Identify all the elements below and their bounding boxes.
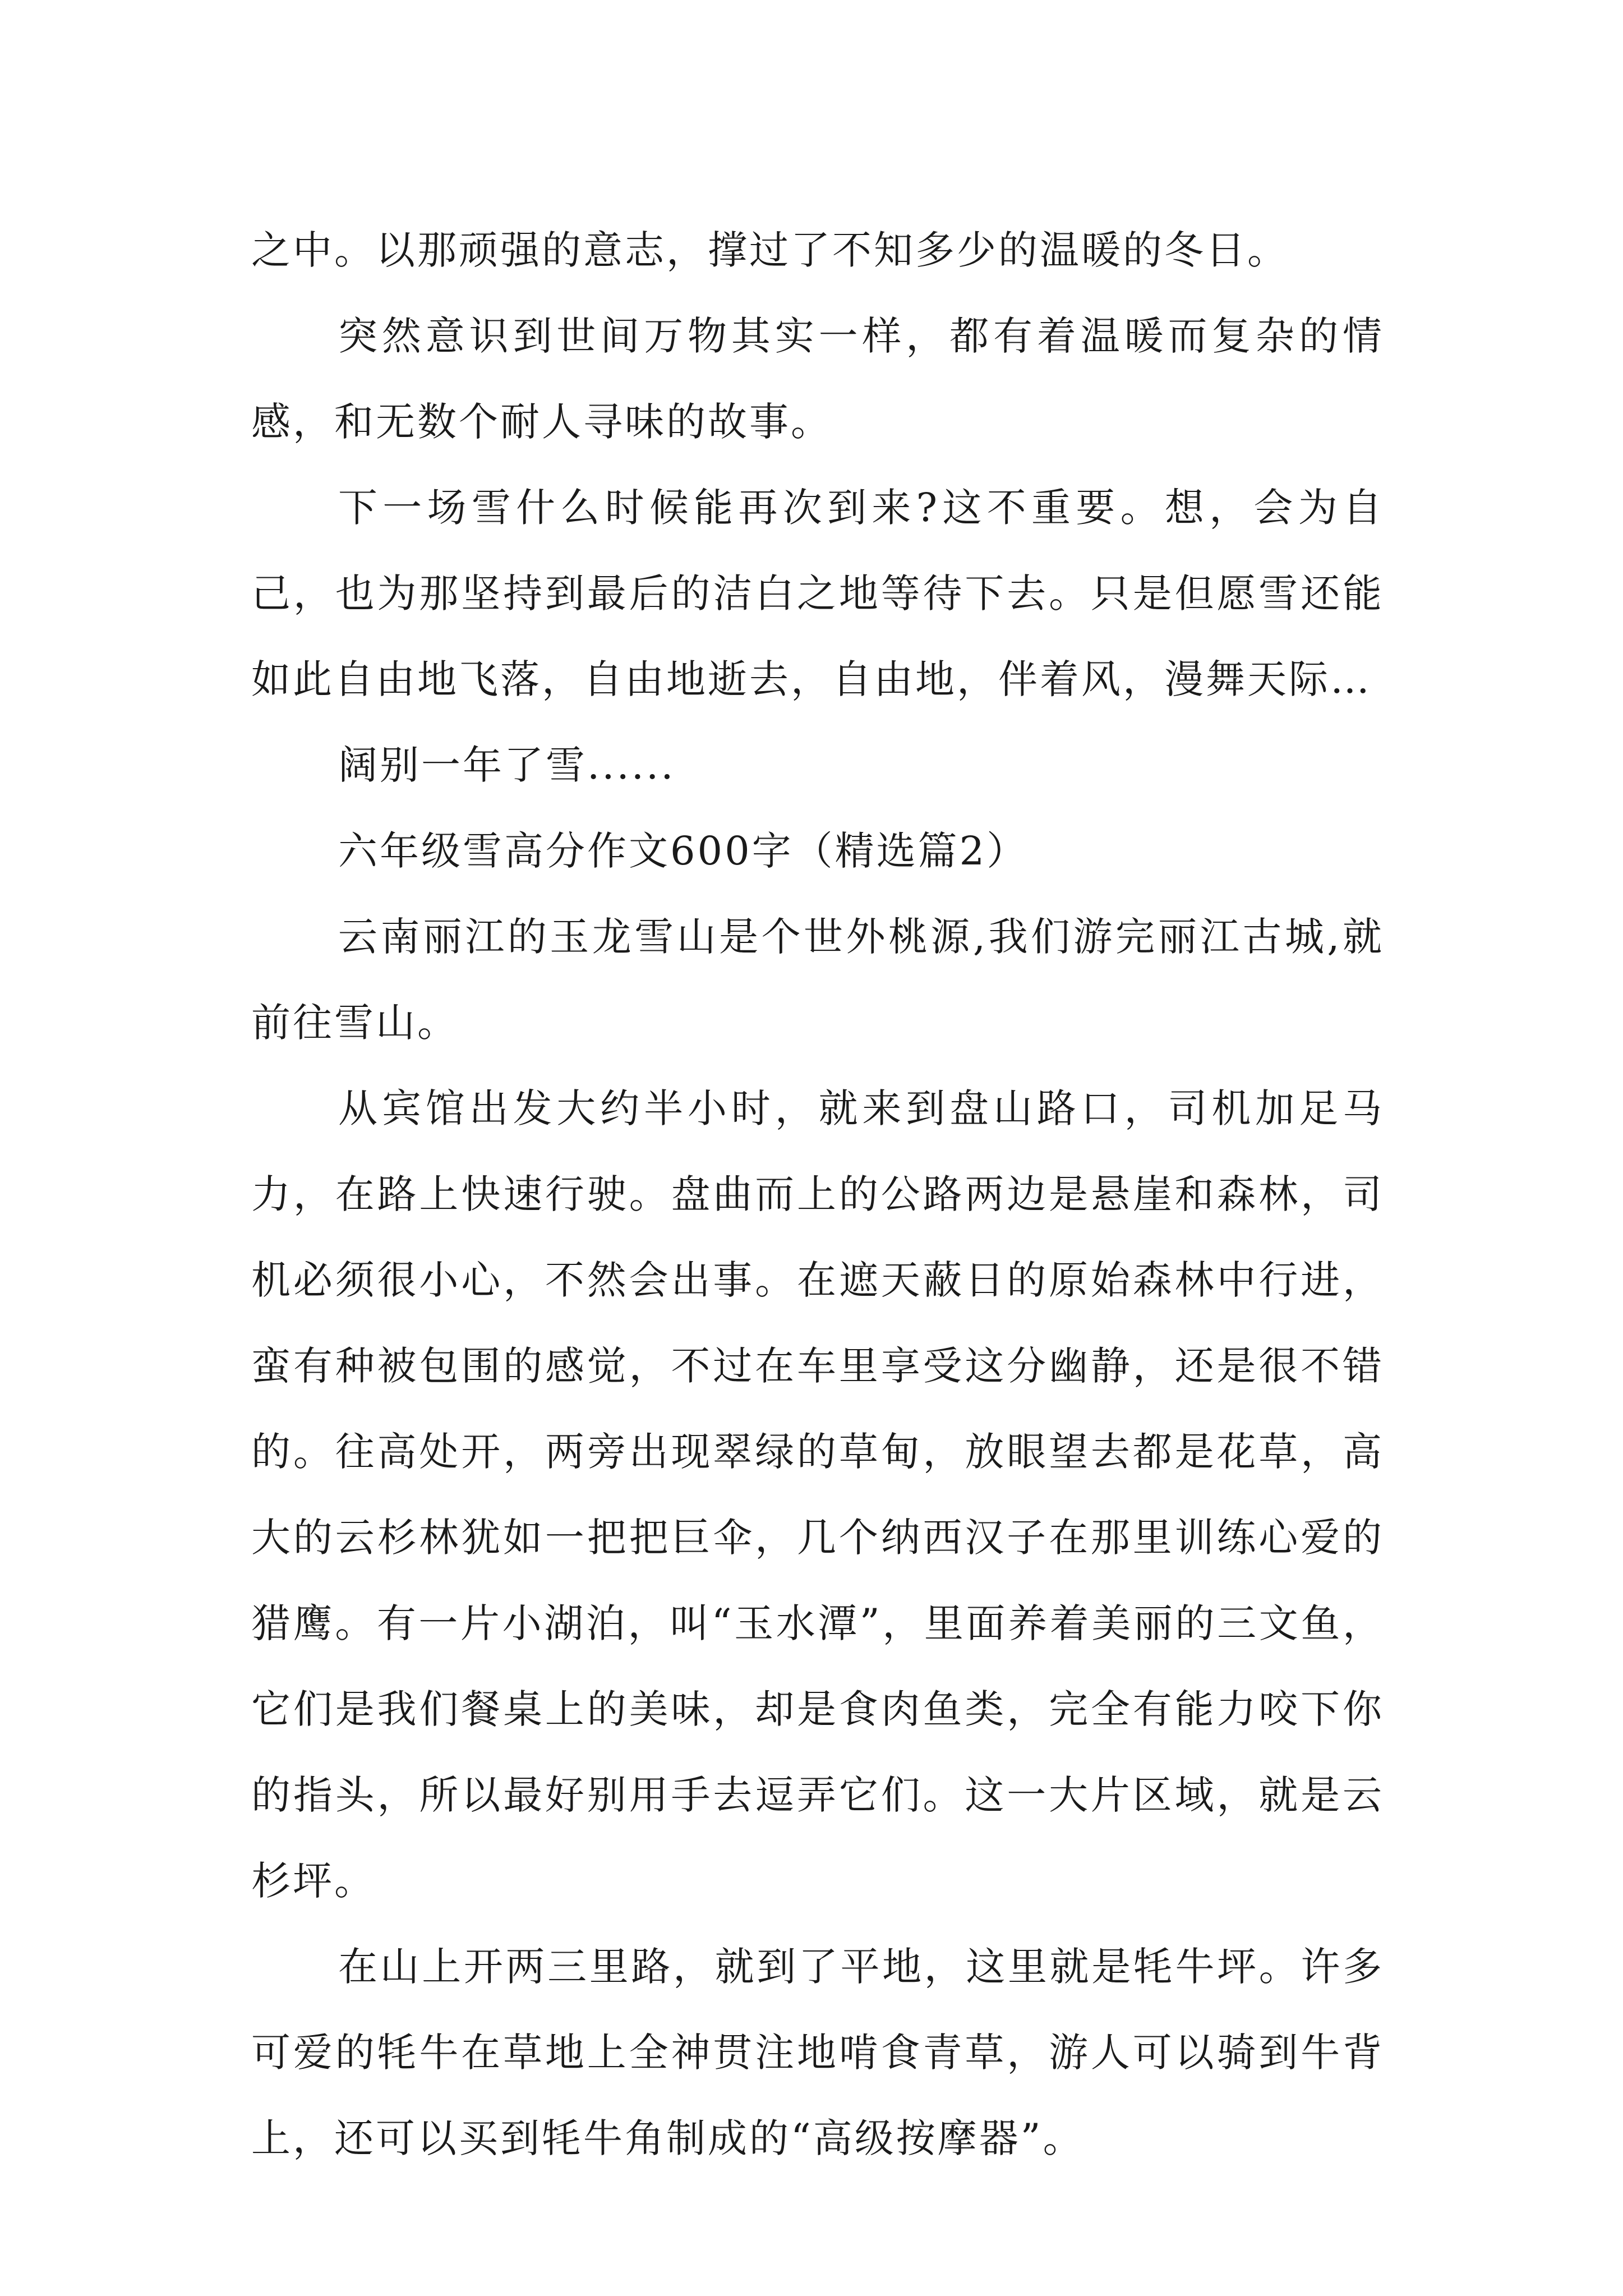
paragraph-farewell: 阔别一年了雪...... <box>338 742 676 788</box>
paragraph-intro-yulong: 云南丽江的玉龙雪山是个世外桃源,我们游完丽江古城,就前往雪山。 <box>251 914 1384 1046</box>
section-title: 六年级雪高分作文600字（精选篇2） <box>338 828 1029 874</box>
document-body <box>251 208 1384 2182</box>
paragraph-reflection: 突然意识到世间万物其实一样，都有着温暖而复杂的情感，和无数个耐人寻味的故事。 <box>251 313 1384 445</box>
paragraph-maoniuping: 在山上开两三里路，就到了平地，这里就是牦牛坪。许多可爱的牦牛在草地上全神贯注地啃食青草，游人可以骑到牛背上，还可以买到牦牛角制成的“高级按摩器”。 <box>251 1944 1384 2161</box>
paragraph-yunshanping: 从宾馆出发大约半小时，就来到盘山路口，司机加足马力，在路上快速行驶。盘曲而上的公路两边是悬崖和森林，司机必须很小心，不然会出事。在遮天蔽日的原始森林中行进，蛮有种被包围的感觉，不过在车里享受这分幽静，还是很不错的。往高处开，两旁出现翠绿的草甸，放眼望去都是花草，高大的云杉林犹如一把把巨伞，几个纳西汉子在那里训练心爱的猎鹰。有一片小湖泊，叫“玉水潭”，里面养着美丽的三文鱼，它们是我们餐桌上的美味，却是食肉鱼类，完全有能力咬下你的指头，所以最好别用手去逗弄它们。这一大片区域，就是云杉坪。 <box>251 1085 1384 1904</box>
paragraph-next-snow: 下一场雪什么时候能再次到来?这不重要。想，会为自己，也为那坚持到最后的洁白之地等待下去。只是但愿雪还能如此自由地飞落，自由地逝去，自由地，伴着风，漫舞天际… <box>251 485 1384 702</box>
paragraph-continuation: 之中。以那顽强的意志，撑过了不知多少的温暖的冬日。 <box>251 227 1289 273</box>
